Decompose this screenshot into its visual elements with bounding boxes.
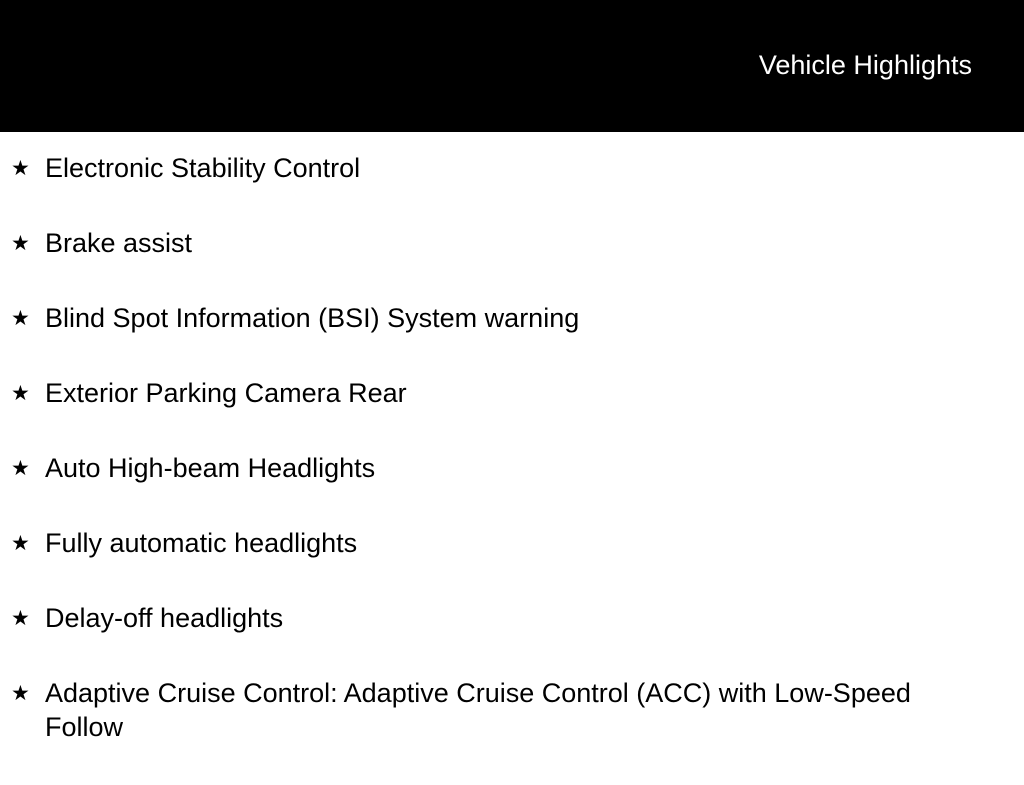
list-item-text: Delay-off headlights — [45, 603, 284, 633]
header-bar — [0, 0, 1024, 132]
list-item-text: Auto High-beam Headlights — [45, 453, 376, 483]
list-item-text: Electronic Stability Control — [45, 153, 361, 183]
star-icon: ★ — [11, 681, 30, 705]
list-item-text: Adaptive Cruise Control: Adaptive Cruise Control (ACC) with Low-Speed Follow — [45, 678, 911, 742]
page-title: Vehicle Highlights — [758, 50, 972, 80]
list-item — [0, 676, 1024, 744]
list-item — [0, 451, 1024, 485]
list-item-text: Fully automatic headlights — [45, 528, 358, 558]
star-icon: ★ — [11, 381, 30, 405]
list-item-text: Brake assist — [45, 228, 193, 258]
list-item — [0, 601, 1024, 635]
star-icon: ★ — [11, 156, 30, 180]
list-item — [0, 151, 1024, 185]
highlights-list — [0, 151, 1024, 785]
star-icon: ★ — [11, 531, 30, 555]
list-item — [0, 226, 1024, 260]
star-icon: ★ — [11, 456, 30, 480]
list-item-text: Blind Spot Information (BSI) System warning — [45, 303, 580, 333]
star-icon: ★ — [11, 231, 30, 255]
list-item — [0, 301, 1024, 335]
list-item — [0, 526, 1024, 560]
star-icon: ★ — [11, 606, 30, 630]
star-icon: ★ — [11, 306, 30, 330]
list-item — [0, 376, 1024, 410]
list-item-text: Exterior Parking Camera Rear — [45, 378, 407, 408]
